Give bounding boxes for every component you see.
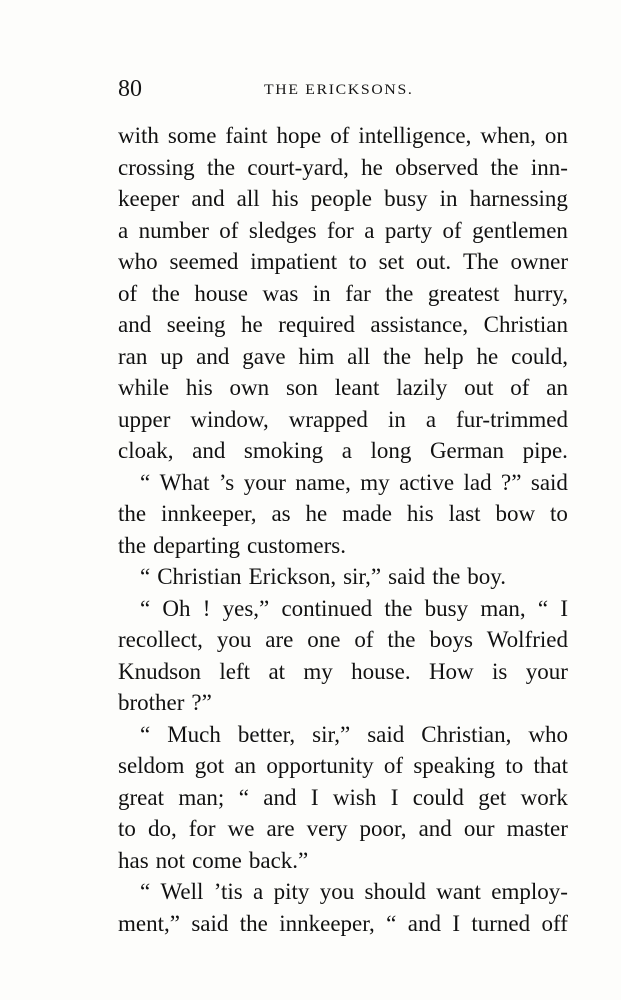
text-line — [118, 750, 568, 782]
page-number: 80 — [118, 76, 142, 102]
word: set — [378, 249, 405, 274]
word: What — [159, 469, 210, 495]
word: a — [425, 406, 437, 432]
word: we — [227, 816, 255, 841]
word: are — [265, 627, 294, 652]
word: house — [194, 280, 248, 306]
word: in — [387, 406, 406, 432]
word: gentlemen — [472, 217, 568, 243]
running-head — [118, 74, 568, 104]
word: How — [428, 658, 474, 684]
word: fur-trimmed — [456, 406, 568, 432]
word: to — [550, 501, 568, 526]
word: of — [383, 753, 404, 778]
word: of — [219, 217, 239, 243]
word: lazily — [396, 375, 448, 400]
word: boy. — [467, 564, 507, 589]
word: he — [476, 343, 499, 369]
word: sir,” — [343, 564, 382, 589]
text-line — [118, 782, 568, 814]
text-line — [118, 687, 568, 719]
word: the — [383, 343, 412, 369]
word: work — [520, 784, 568, 810]
word: court-yard, — [247, 154, 349, 180]
word: help — [424, 343, 464, 369]
word: “ — [238, 784, 249, 810]
word: “ — [140, 721, 151, 747]
word: son — [285, 375, 318, 400]
word: I — [560, 595, 568, 621]
word: while — [118, 375, 170, 400]
word: Well — [160, 879, 204, 904]
word: of — [510, 375, 530, 400]
word: people — [310, 186, 372, 211]
word: and — [196, 343, 230, 369]
word: bow — [495, 501, 536, 526]
word: of — [118, 280, 138, 306]
word: a — [118, 217, 129, 243]
word: a — [341, 438, 352, 463]
word: impatient — [250, 249, 338, 274]
text-line — [118, 813, 568, 845]
word: “ — [140, 564, 151, 589]
word: German — [429, 438, 505, 463]
text-line — [118, 845, 568, 877]
word: come — [192, 847, 242, 873]
word: his — [271, 186, 299, 211]
word: an — [546, 375, 568, 400]
word: that — [533, 753, 568, 778]
word: said — [388, 564, 426, 589]
text-line — [118, 372, 568, 404]
word: was — [262, 280, 299, 306]
text-line — [118, 876, 568, 908]
word: and — [192, 438, 226, 463]
text-line — [118, 341, 568, 373]
word: pity — [273, 879, 310, 904]
word: of — [330, 123, 350, 148]
word: busy — [384, 186, 428, 211]
word: keeper — [118, 186, 180, 211]
text-line — [118, 908, 568, 940]
text-line — [118, 404, 568, 436]
text-line — [118, 278, 568, 310]
word: yes,” — [222, 595, 270, 621]
word: I — [390, 784, 399, 810]
text-line — [118, 498, 568, 530]
word: great — [118, 784, 164, 810]
word: some — [167, 123, 217, 148]
text-line — [118, 215, 568, 247]
text-line — [118, 435, 568, 467]
word: and — [118, 312, 152, 337]
word: of — [442, 217, 462, 243]
word: “ — [386, 910, 397, 936]
word: turned — [471, 910, 531, 936]
word: ’s — [218, 469, 235, 495]
word: Wolfried — [486, 627, 568, 652]
word: has — [118, 847, 149, 873]
word: to — [505, 753, 524, 778]
text-line — [118, 624, 568, 656]
word: you — [319, 879, 355, 904]
text-line — [118, 246, 568, 278]
word: get — [478, 784, 507, 810]
word: the — [385, 280, 414, 306]
word: out. — [415, 249, 452, 274]
word: when, — [480, 123, 536, 148]
word: could — [412, 784, 464, 810]
word: man; — [178, 784, 225, 810]
word: left — [219, 658, 251, 684]
text-line — [118, 656, 568, 688]
word: and — [191, 186, 225, 211]
word: and — [407, 910, 441, 936]
word: continued — [281, 595, 373, 621]
word: own — [229, 375, 270, 400]
word: the — [239, 910, 268, 936]
word: Christian — [483, 312, 568, 337]
word: house. — [351, 658, 411, 684]
word: far — [345, 280, 371, 306]
word: intelligence, — [358, 123, 472, 148]
word: out — [464, 375, 494, 400]
word: party — [384, 217, 433, 243]
word: seemed — [169, 249, 239, 274]
text-line — [118, 719, 568, 751]
word: off — [541, 910, 568, 936]
word: and — [418, 816, 452, 841]
word: observed — [395, 154, 479, 180]
word: the — [118, 501, 147, 526]
running-title: THE ERICKSONS. — [264, 82, 414, 98]
word: do, — [147, 816, 177, 841]
word: said — [191, 910, 229, 936]
word: him — [298, 343, 335, 369]
word: all — [236, 186, 260, 211]
word: master — [506, 816, 568, 841]
word: to — [118, 816, 136, 841]
word: he — [361, 154, 383, 180]
word: want — [436, 879, 481, 904]
text-line — [118, 561, 568, 593]
word: he — [305, 501, 328, 526]
word: “ — [537, 595, 549, 621]
text-line — [118, 467, 568, 499]
word: crossing — [118, 154, 195, 180]
word: cloak, — [118, 438, 174, 463]
word: a — [364, 217, 375, 243]
word: smoking — [243, 438, 324, 463]
word: to — [348, 249, 367, 274]
word: leant — [334, 375, 380, 400]
word: got — [194, 753, 225, 778]
word: my — [303, 658, 333, 684]
word: innkeeper, — [279, 910, 375, 936]
word: ran — [118, 343, 148, 369]
word: customers. — [246, 532, 346, 558]
word: very — [306, 816, 348, 841]
word: long — [370, 438, 412, 463]
word: The — [462, 249, 499, 274]
word: last — [448, 501, 481, 526]
word: gave — [242, 343, 286, 369]
word: hurry, — [513, 280, 568, 306]
word: ment,” — [118, 910, 180, 936]
word: on — [544, 123, 568, 148]
word: the — [490, 154, 519, 180]
word: one — [307, 627, 341, 652]
word: faint — [225, 123, 268, 148]
word: Christian, — [421, 721, 512, 747]
word: boys — [429, 627, 473, 652]
word: an — [234, 753, 257, 778]
word: Christian — [157, 564, 242, 589]
word: the — [151, 280, 180, 306]
word: and — [263, 784, 297, 810]
word: could, — [511, 343, 568, 369]
word: up — [160, 343, 184, 369]
word: his — [185, 375, 213, 400]
word: are — [266, 816, 295, 841]
word: number — [138, 217, 209, 243]
word: required — [278, 312, 355, 337]
word: name, — [295, 469, 351, 495]
word: the — [384, 595, 413, 621]
word: “ — [140, 595, 151, 621]
word: at — [268, 658, 286, 684]
word: innkeeper, — [161, 501, 257, 526]
text-line — [118, 152, 568, 184]
word: back.” — [248, 847, 309, 873]
word: Much — [167, 721, 221, 747]
word: the — [432, 564, 461, 589]
word: inn- — [530, 154, 568, 180]
word: wish — [332, 784, 377, 810]
word: Erickson, — [248, 564, 337, 589]
word: harnessing — [469, 186, 568, 211]
word: hope — [276, 123, 322, 148]
word: who — [528, 721, 568, 747]
word: as — [271, 501, 291, 526]
word: ! — [202, 595, 211, 621]
word: busy — [424, 595, 469, 621]
word: in — [312, 280, 331, 306]
text-line — [118, 530, 568, 562]
word: your — [525, 658, 568, 684]
word: upper — [118, 406, 171, 432]
word: “ — [140, 469, 151, 495]
word: sir,” — [312, 721, 351, 747]
word: ’tis — [213, 879, 243, 904]
text-line — [118, 593, 568, 625]
word: man, — [480, 595, 526, 621]
word: a — [253, 879, 264, 904]
word: Oh — [162, 595, 191, 621]
word: for — [188, 816, 216, 841]
word: should — [364, 879, 426, 904]
word: our — [463, 816, 495, 841]
word: his — [406, 501, 434, 526]
word: is — [492, 658, 508, 684]
word: said — [367, 721, 405, 747]
word: poor, — [359, 816, 407, 841]
word: for — [327, 217, 354, 243]
word: sledges — [248, 217, 317, 243]
word: speaking — [413, 753, 496, 778]
word: owner — [510, 249, 568, 274]
word: ?” — [191, 690, 212, 715]
word: assistance, — [370, 312, 469, 337]
word: with — [118, 123, 159, 148]
word: seldom — [118, 753, 185, 778]
word: of — [354, 627, 374, 652]
word: who — [118, 249, 158, 274]
word: Knudson — [118, 658, 202, 684]
word: “ — [140, 879, 151, 904]
word: the — [387, 627, 416, 652]
word: pipe. — [522, 438, 568, 463]
word: wrapped — [288, 406, 368, 432]
word: made — [342, 501, 392, 526]
word: the — [118, 532, 147, 558]
word: your — [243, 469, 286, 495]
text-line — [118, 120, 568, 152]
text-line — [118, 183, 568, 215]
word: brother — [118, 690, 185, 715]
word: opportunity — [266, 753, 374, 778]
word: departing — [153, 532, 240, 558]
word: better, — [237, 721, 296, 747]
word: lad — [463, 469, 492, 495]
word: in — [439, 186, 458, 211]
word: all — [347, 343, 371, 369]
word: active — [399, 469, 455, 495]
text-line — [118, 309, 568, 341]
word: I — [310, 784, 319, 810]
word: recollect, — [118, 627, 203, 652]
word: the — [206, 154, 236, 180]
body-text — [118, 120, 568, 939]
word: not — [155, 847, 186, 873]
word: he — [241, 312, 263, 337]
word: greatest — [427, 280, 500, 306]
word: my — [360, 469, 390, 495]
word: window, — [190, 406, 269, 432]
word: you — [216, 627, 252, 652]
word: ?” — [501, 469, 522, 495]
word: employ- — [491, 879, 568, 904]
word: I — [452, 910, 460, 936]
word: seeing — [166, 312, 226, 337]
word: said — [530, 469, 568, 495]
